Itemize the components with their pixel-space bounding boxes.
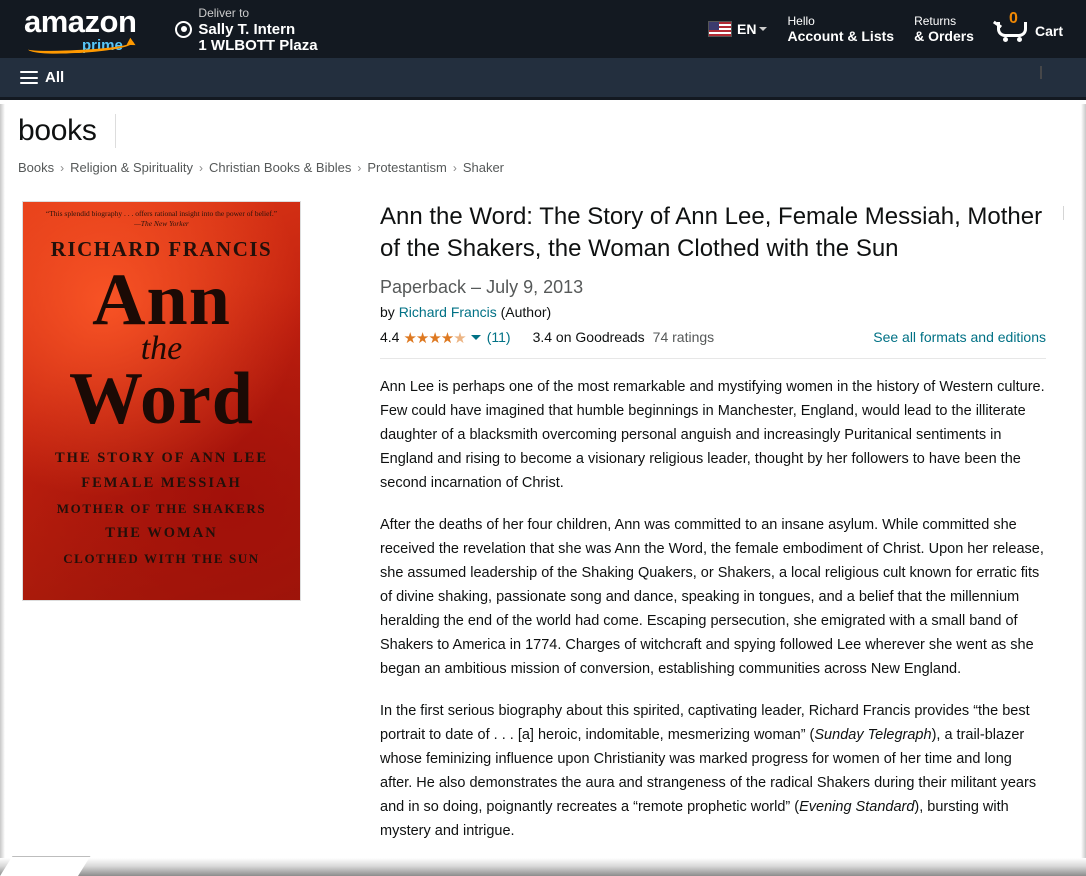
- amazon-prime-logo[interactable]: [14, 3, 144, 55]
- shopping-cart-icon: [993, 10, 1031, 40]
- star-rating-icon[interactable]: [403, 329, 465, 347]
- page-corner-curl: [0, 856, 90, 876]
- breadcrumb-item-shaker[interactable]: Shaker: [462, 160, 505, 175]
- goodreads-ratings-count: 74 ratings: [652, 329, 715, 345]
- deliver-to-label: Deliver to: [198, 5, 250, 20]
- department-title[interactable]: books: [18, 114, 97, 147]
- see-all-formats-link[interactable]: See all formats and editions: [873, 329, 1046, 345]
- deliver-to-button[interactable]: [166, 0, 326, 60]
- cover-author-name: RICHARD FRANCIS: [50, 237, 273, 261]
- chevron-down-icon: [759, 27, 767, 31]
- account-and-lists-button[interactable]: [777, 5, 904, 53]
- top-navigation-bar: [0, 0, 1086, 100]
- product-detail-area: [0, 175, 1086, 861]
- department-header: [0, 100, 1086, 156]
- page-right-shadow: [1081, 104, 1086, 860]
- cover-quote-source: —The New Yorker: [134, 219, 189, 228]
- breadcrumb: [0, 156, 1086, 175]
- description-part-1: In the first serious biography about this spirited, captivating leader, Richard Francis provides “the best portrait to date of . . . [a] heroic, indomitable, mesmerizing woman” (: [380, 703, 1030, 743]
- breadcrumb-separator: ›: [357, 160, 362, 175]
- cover-subtitle-line-1: THE STORY OF ANN LEE: [55, 450, 268, 466]
- department-divider: [115, 114, 116, 148]
- author-role-label: (Author): [500, 304, 552, 320]
- cover-quote: [31, 209, 292, 229]
- cover-subtitle-line-5: CLOTHED WITH THE SUN: [63, 551, 260, 566]
- description-paragraph-2: After the deaths of her four children, Ann was committed to an insane asylum. While committed she received the revelation that she was Ann the Word, the female embodiment of Christ. Upon her release, she assumed leadership of the Shaking Quakers, or Shakers, a local religious cult known for erratic fits of divine shaking, passionate song and dance, speaking in tongues, and a belief that the millennium heralding the end of the world had come. Escaping persecution, she emigrated with a small band of Shakers to America in 1774. Charges of witchcraft and spying followed Lee wherever she went as she began an ambitious mission of conversion, establishing communities across New England.: [380, 517, 1044, 677]
- cover-title-line-3: Word: [69, 358, 254, 440]
- page-title: Ann the Word: The Story of Ann Lee, Female Messiah, Mother of the Shakers, the Woman Clothed with the Sun: [380, 203, 1043, 262]
- description-paragraph-1: Ann Lee is perhaps one of the most remarkable and mystifying women in the history of Western culture. Few could have imagined that humble beginnings in Manchester, England, would lead to the illiterate daughter of a blacksmith overcoming personal anguish and increasingly Puritanical sentiments in England and rising to become a visionary religious leader, thought by her followers to have been the second incarnation of Christ.: [380, 379, 1045, 491]
- author-link[interactable]: Richard Francis: [398, 304, 497, 320]
- rating-count-link[interactable]: (11): [486, 329, 511, 345]
- page-bottom-fold: [0, 858, 1086, 876]
- page-left-shadow: [0, 104, 5, 860]
- goodreads-rating: 3.4 on Goodreads: [532, 329, 645, 345]
- amazon-wordmark: amazon: [24, 4, 137, 39]
- scroll-indicator: [1040, 66, 1042, 79]
- breadcrumb-item-books[interactable]: Books: [18, 160, 55, 175]
- book-cover-image[interactable]: [22, 201, 301, 601]
- location-pin-icon: [175, 21, 192, 38]
- rating-value: 4.4: [380, 329, 400, 345]
- cover-title-line-2: the: [140, 330, 183, 367]
- returns-label-line2: & Orders: [914, 28, 974, 44]
- us-flag-icon: [708, 21, 732, 37]
- content-edge-marker: [1063, 206, 1064, 220]
- language-selector[interactable]: [698, 12, 777, 46]
- deliver-to-text: [198, 6, 317, 53]
- nav-secondary-row: [0, 58, 1086, 97]
- stars-full: ★★★★: [403, 330, 454, 347]
- description-italic-1: Sunday Telegraph: [814, 727, 932, 743]
- breadcrumb-separator: ›: [452, 160, 457, 175]
- byline-by-label: by: [380, 304, 395, 320]
- breadcrumb-item-protestantism[interactable]: Protestantism: [367, 160, 447, 175]
- description-part-2: ), a trail-blazer whose feminizing influence upon Christianity was marked progress for women of her time and long after. He also demonstrates the aura and strangeness of the radical Shakers during their militant years and in so doing, poignantly recreates a “remote prophetic world” (: [380, 727, 1037, 815]
- chevron-down-icon[interactable]: [471, 335, 481, 340]
- ratings-row: [380, 328, 1046, 359]
- all-menu-button[interactable]: [8, 61, 76, 94]
- product-image-column: [22, 201, 322, 861]
- breadcrumb-item-religion-spirituality[interactable]: Religion & Spirituality: [70, 160, 193, 175]
- product-format-and-date: Paperback – July 9, 2013: [380, 277, 584, 297]
- language-code: EN: [737, 20, 757, 37]
- account-greeting: Hello: [787, 14, 815, 28]
- cover-subtitle-line-3: MOTHER OF THE SHAKERS: [56, 501, 267, 516]
- prime-wordmark: prime: [82, 37, 123, 54]
- product-info-column: [322, 201, 1064, 861]
- returns-label-line1: Returns: [914, 14, 957, 28]
- deliver-to-name: Sally T. Intern: [198, 20, 296, 38]
- description-italic-2: Evening Standard: [799, 799, 915, 815]
- cover-subtitle-line-2: FEMALE MESSIAH: [81, 475, 242, 491]
- nav-main-row: [0, 0, 1086, 58]
- all-menu-label: All: [45, 69, 65, 86]
- breadcrumb-separator: ›: [198, 160, 203, 175]
- cart-button[interactable]: [984, 10, 1072, 48]
- breadcrumb-separator: ›: [60, 160, 65, 175]
- description-paragraph-3: [380, 699, 1046, 843]
- cover-subtitle-line-4: THE WOMAN: [105, 525, 218, 541]
- cart-count-badge: 0: [1008, 10, 1018, 27]
- product-description: [380, 375, 1046, 843]
- cart-label: Cart: [1034, 23, 1063, 39]
- description-part-3: ), bursting with mystery and intrigue.: [380, 799, 1009, 839]
- cover-subtitle-block: [23, 446, 300, 571]
- breadcrumb-item-christian-books-bibles[interactable]: Christian Books & Bibles: [208, 160, 352, 175]
- returns-and-orders-button[interactable]: [904, 5, 984, 53]
- stars-half: ★: [453, 330, 466, 347]
- product-byline: [380, 304, 1046, 320]
- account-label: Account & Lists: [787, 28, 895, 44]
- hamburger-menu-icon: [20, 71, 38, 84]
- nav-right-group: [698, 5, 1072, 53]
- cover-title-line-1: Ann: [92, 259, 231, 341]
- deliver-to-address: 1 WLBOTT Plaza: [198, 36, 318, 54]
- cover-quote-text: “This splendid biography . . . offers rational insight into the power of belief.”: [45, 209, 278, 218]
